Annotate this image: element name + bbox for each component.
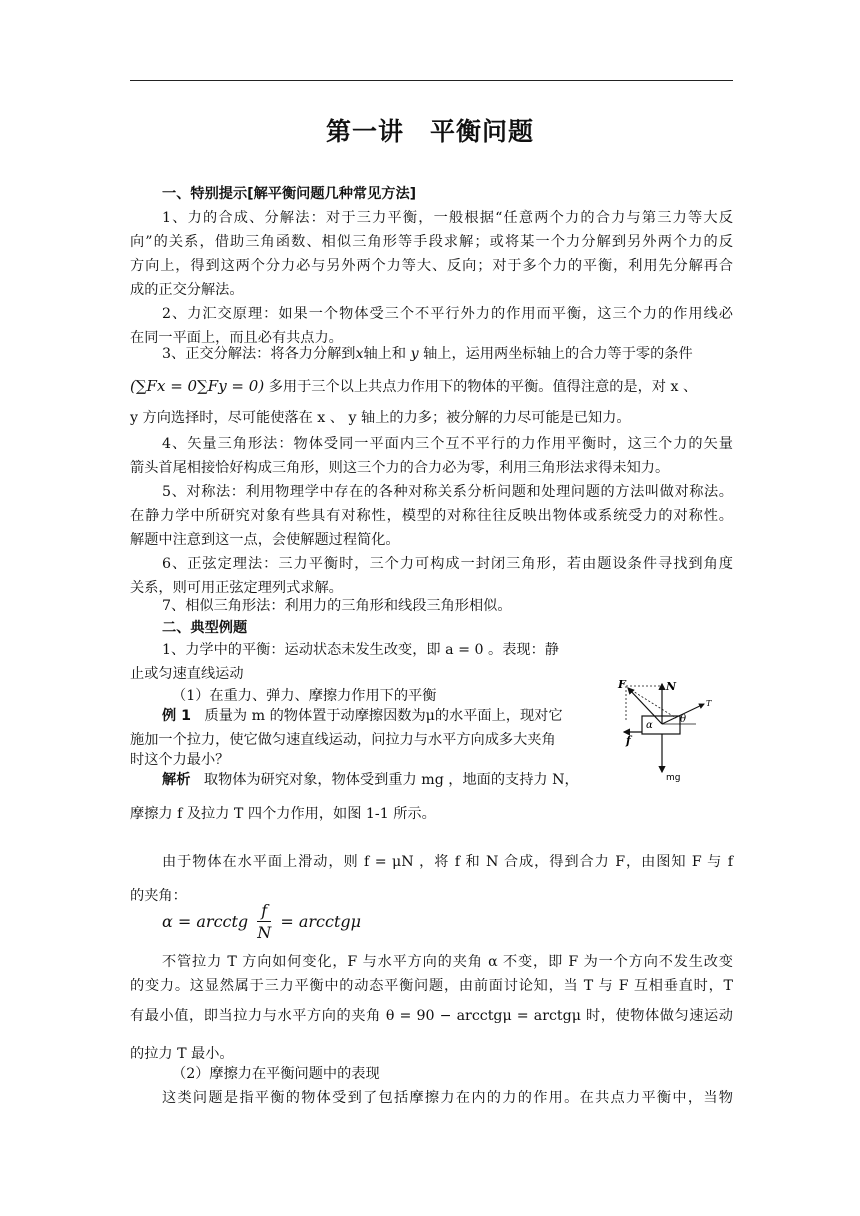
subsection2-heading: （2）摩擦力在平衡问题中的表现	[172, 1066, 380, 1082]
method3-line1	[162, 344, 693, 364]
formula-denominator: N	[257, 923, 272, 942]
label-f: f	[626, 734, 631, 747]
formula-fraction	[257, 901, 271, 944]
method3-text-a: 3、正交分解法：将各力分解到	[162, 346, 356, 362]
method1-line1: 1、力的合成、分解法：对于三力平衡，一般根据“任意两个力的合力与第三力等大反	[162, 210, 733, 226]
solution-line4: 的夹角：	[130, 888, 187, 904]
method3-text-b: 轴上和	[363, 346, 407, 362]
solution-line8: 的拉力 T 最小。	[130, 1046, 234, 1062]
section2-heading: 二、典型例题	[162, 620, 248, 636]
method3-line2	[130, 376, 697, 397]
label-mg: mg	[666, 773, 681, 783]
solution-line7: 有最小值，即当拉力与水平方向的夹角 θ = 90 − arcctgμ = arctgμ 时，使物体做匀速运动	[130, 1008, 733, 1024]
solution-label: 解析	[162, 772, 191, 788]
method1-line3: 方向上，得到这两个分力必与另外两个力等大、反向；对于多个力的平衡，利用先分解再合	[130, 258, 733, 274]
angle-formula	[162, 901, 361, 944]
method3-x-symbol: x	[355, 346, 364, 362]
method5-line3: 解题中注意到这一点，会使解题过程简化。	[130, 532, 400, 548]
method6-line2: 关系，则可用正弦定理列式求解。	[130, 580, 343, 596]
example1-text: 质量为 m 的物体置于动摩擦因数为μ的水平面上，现对它	[204, 708, 563, 724]
label-T: T	[706, 699, 712, 708]
solution-line5: 不管拉力 T 方向如何变化，F 与水平方向的夹角 α 不变，即 F 为一个方向不发生改变	[162, 954, 733, 970]
force-diagram	[612, 678, 730, 784]
solution-line6: 的变力。这显然属于三力平衡中的动态平衡问题，由前面讨论知，当 T 与 F 互相垂直时，T	[130, 978, 733, 994]
label-alpha: α	[646, 720, 653, 731]
formula-lhs: α = arcctg	[162, 912, 249, 931]
example1-line1	[162, 706, 563, 726]
method3-y-symbol: y	[410, 346, 419, 362]
method4-line1: 4、矢量三角形法：物体受同一平面内三个互不平行的力作用平衡时，这三个力的矢量	[162, 436, 733, 452]
method3-text-c: 轴上，运用两坐标轴上的合力等于零的条件	[423, 346, 693, 362]
solution-line1	[162, 770, 579, 790]
subsection1-heading: （1）在重力、弹力、摩擦力作用下的平衡	[172, 688, 437, 704]
example1-line2: 施加一个拉力，使它做匀速直线运动，问拉力与水平方向成多大夹角	[130, 732, 556, 748]
method3-line3: y 方向选择时，尽可能使落在 x 、 y 轴上的力多；被分解的力尽可能是已知力。	[130, 410, 631, 426]
method5-line1: 5、对称法：利用物理学中存在的各种对称关系分析问题和处理问题的方法叫做对称法。	[162, 484, 733, 500]
solution-line2: 摩擦力 f 及拉力 T 四个力作用，如图 1-1 所示。	[130, 806, 436, 822]
method1-line4: 成的正交分解法。	[130, 282, 244, 298]
method5-line2: 在静力学中所研究对象有些具有对称性，模型的对称往往反映出物体或系统受力的对称性。	[130, 508, 733, 524]
section1-heading: 一、特别提示[解平衡问题几种常见方法]	[162, 186, 417, 202]
label-theta: θ	[680, 714, 687, 725]
example1-line3: 时这个力最小？	[130, 752, 230, 768]
method7-line1: 7、相似三角形法：利用力的三角形和线段三角形相似。	[162, 598, 512, 614]
method2-line2: 在同一平面上，而且必有共点力。	[130, 330, 343, 346]
paragraph2-line1: 这类问题是指平衡的物体受到了包括摩擦力在内的力的作用。在共点力平衡中，当物	[162, 1090, 733, 1106]
solution-line3: 由于物体在水平面上滑动，则 f = μN ，将 f 和 N 合成，得到合力 F，由图知 F 与 f	[162, 854, 733, 870]
formula-numerator: f	[257, 901, 271, 922]
method1-line2: 向”的关系，借助三角函数、相似三角形等手段求解；或将某一个力分解到另外两个力的反	[130, 234, 733, 250]
solution-text: 取物体为研究对象，物体受到重力 mg ，地面的支持力 N，	[203, 772, 579, 788]
label-F: F	[618, 678, 626, 691]
topic1-line1: 1、力学中的平衡：运动状态未发生改变，即 a = 0 。表现：静	[162, 642, 559, 658]
method3-line2-text: 多用于三个以上共点力作用下的物体的平衡。值得注意的是，对 x 、	[268, 379, 698, 395]
method6-line1: 6、正弦定理法：三力平衡时，三个力可构成一封闭三角形，若由题设条件寻找到角度	[162, 556, 733, 572]
page-title: 第一讲 平衡问题	[325, 117, 534, 146]
method2-line1: 2、力汇交原理：如果一个物体受三个不平行外力的作用而平衡，这三个力的作用线必	[162, 306, 733, 322]
header-rule	[130, 80, 733, 81]
topic1-line2: 止或匀速直线运动	[130, 666, 244, 682]
example1-label: 例 1	[162, 708, 191, 724]
formula-rhs: = arcctgμ	[280, 912, 362, 931]
method4-line2: 箭头首尾相接恰好构成三角形，则这三个力的合力必为零，利用三角形法求得未知力。	[130, 460, 670, 476]
condition-formula: (∑Fx = 0∑Fy = 0)	[130, 377, 265, 395]
label-N: N	[666, 680, 677, 693]
